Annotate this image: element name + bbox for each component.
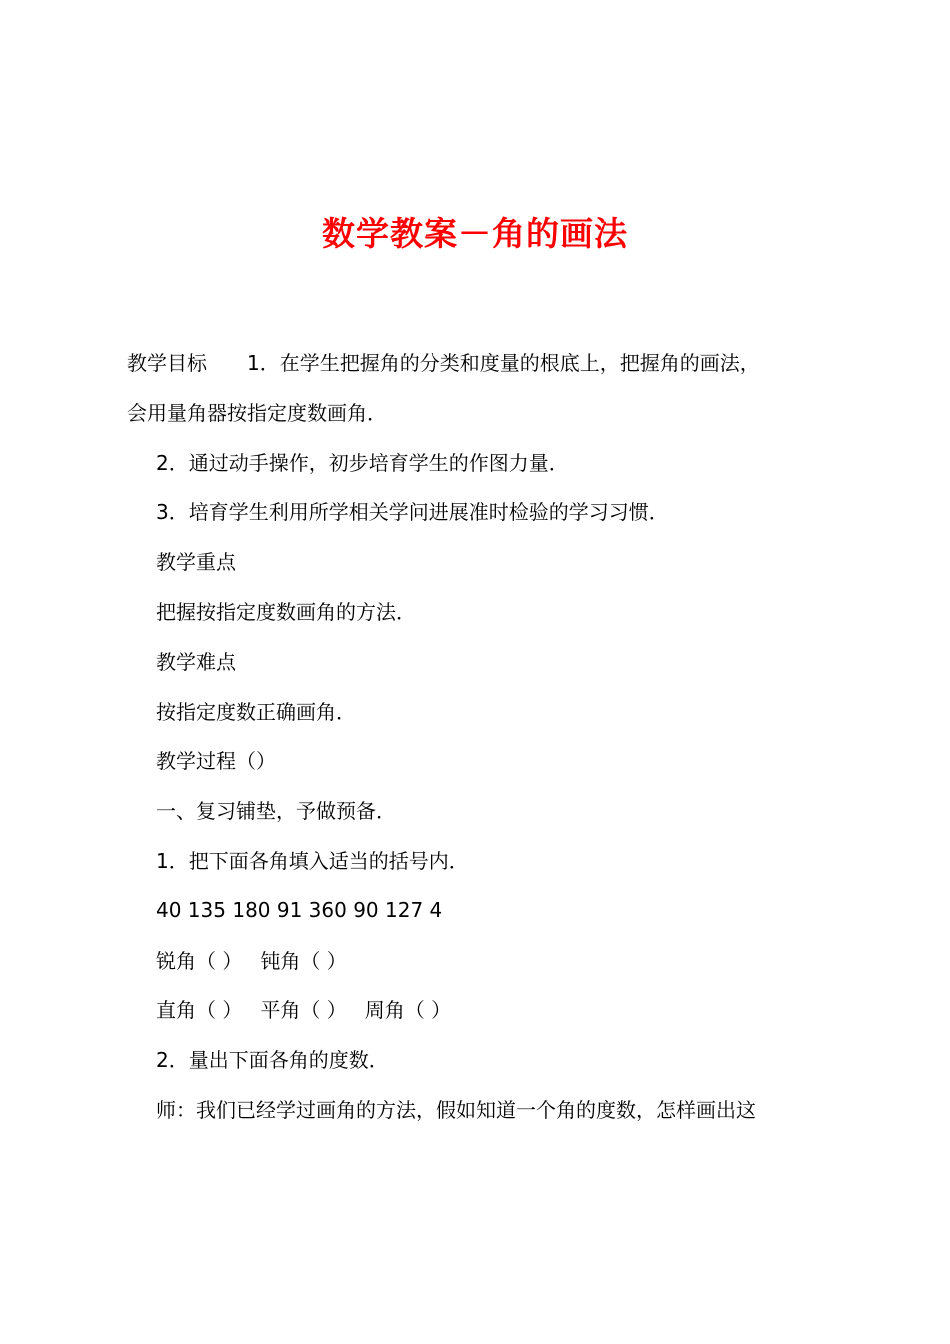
difficulty-text: 按指定度数正确画角．	[156, 700, 356, 724]
angle-type-row-1	[156, 946, 347, 976]
full-angle-blank: 周角（ ）	[364, 998, 452, 1022]
acute-angle-blank: 锐角（ ）	[156, 949, 243, 973]
document-title: 数学教案－角的画法	[322, 214, 628, 253]
straight-angle-blank: 平角（ ）	[260, 998, 347, 1022]
angle-type-row-2	[156, 995, 451, 1025]
right-angle-blank: 直角（ ）	[156, 998, 243, 1022]
teacher-line: 师：我们已经学过画角的方法，假如知道一个角的度数，怎样画出这	[156, 1098, 756, 1122]
goal-3-text: 3．培育学生利用所学相关学问进展准时检验的学习习惯．	[156, 500, 669, 524]
task-1-text: 1．把下面各角填入适当的括号内．	[156, 849, 469, 873]
key-point-text: 把握按指定度数画角的方法．	[156, 600, 416, 624]
goals-label: 教学目标	[127, 351, 207, 375]
key-point-heading: 教学重点	[156, 550, 236, 574]
goal-1-text: 1．在学生把握角的分类和度量的根底上，把握角的画法，	[247, 351, 760, 375]
section-1-heading: 一、复习铺垫，予做预备．	[156, 799, 396, 823]
angle-values: 40 135 180 91 360 90 127 4	[156, 898, 443, 922]
task-2-text: 2．量出下面各角的度数．	[156, 1048, 389, 1072]
goal-2-text: 2．通过动手操作，初步培育学生的作图力量．	[156, 451, 569, 475]
goal-1-continuation: 会用量角器按指定度数画角．	[127, 401, 387, 425]
difficulty-heading: 教学难点	[156, 650, 236, 674]
obtuse-angle-blank: 钝角（ ）	[260, 949, 347, 973]
process-heading: 教学过程（）	[156, 749, 276, 773]
goals-line	[127, 348, 760, 378]
